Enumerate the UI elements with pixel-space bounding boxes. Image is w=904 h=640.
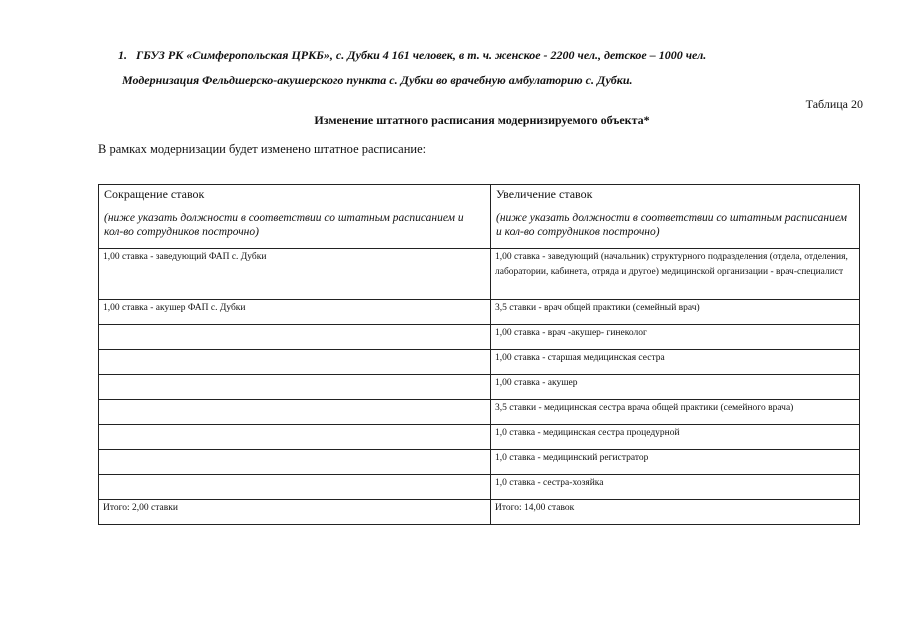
table-row xyxy=(99,350,860,375)
header-increase xyxy=(491,185,860,249)
increase-cell: 1,0 ставка - медицинская сестра процедурной xyxy=(491,425,860,450)
header-increase-hint: (ниже указать должности в соответствии со штатным расписанием и кол-во сотрудников построчно) xyxy=(496,212,848,238)
increase-cell: 1,0 ставка - медицинский регистратор xyxy=(491,450,860,475)
increase-cell: 1,00 ставка - старшая медицинская сестра xyxy=(491,350,860,375)
table-row xyxy=(99,475,860,500)
table-row xyxy=(99,425,860,450)
table-title: Изменение штатного расписания модернизируемого объекта* xyxy=(314,113,650,127)
reduction-total: Итого: 2,00 ставки xyxy=(99,500,491,525)
reduction-cell xyxy=(99,375,491,400)
table-number: Таблица 20 xyxy=(805,97,863,111)
increase-cell: 1,00 ставка - акушер xyxy=(491,375,860,400)
reduction-cell xyxy=(99,350,491,375)
reduction-cell xyxy=(99,425,491,450)
reduction-cell xyxy=(99,400,491,425)
table-row xyxy=(99,450,860,475)
reduction-cell xyxy=(99,325,491,350)
header-reduction xyxy=(99,185,491,249)
header-increase-title: Увеличение ставок xyxy=(496,187,593,201)
header-reduction-title: Сокращение ставок xyxy=(104,187,205,201)
table-row xyxy=(99,400,860,425)
staffing-table xyxy=(98,184,860,525)
org-heading xyxy=(118,48,706,63)
increase-cell: 3,5 ставки - врач общей практики (семейный врач) xyxy=(491,300,860,325)
project-heading: Модернизация Фельдшерско-акушерского пункта с. Дубки во врачебную амбулаторию с. Дубки. xyxy=(122,73,633,87)
table-header-row xyxy=(99,185,860,249)
increase-cell: 1,00 ставка - заведующий (начальник) структурного подразделения (отдела, отделения, лаборатории, кабинета, отряда и другое) медицинской организации - врач-специалист xyxy=(491,249,860,300)
increase-cell: 1,0 ставка - сестра-хозяйка xyxy=(491,475,860,500)
intro-text: В рамках модернизации будет изменено штатное расписание: xyxy=(98,142,427,156)
header-reduction-hint: (ниже указать должности в соответствии со штатным расписанием и кол-во сотрудников построчно) xyxy=(104,212,464,238)
table-row xyxy=(99,375,860,400)
increase-cell: 3,5 ставки - медицинская сестра врача общей практики (семейного врача) xyxy=(491,400,860,425)
table-row xyxy=(99,325,860,350)
table-row xyxy=(99,249,860,300)
reduction-cell: 1,00 ставка - заведующий ФАП с. Дубки xyxy=(99,249,491,300)
table-row xyxy=(99,300,860,325)
reduction-cell: 1,00 ставка - акушер ФАП с. Дубки xyxy=(99,300,491,325)
reduction-cell xyxy=(99,450,491,475)
org-heading-text: ГБУЗ РК «Симферопольская ЦРКБ», с. Дубки 4 161 человек, в т. ч. женское - 2200 чел., детское – 1000 чел. xyxy=(136,48,707,62)
section-number: 1. xyxy=(118,48,127,62)
increase-cell: 1,00 ставка - врач -акушер- гинеколог xyxy=(491,325,860,350)
reduction-cell xyxy=(99,475,491,500)
table-total-row xyxy=(99,500,860,525)
increase-total: Итого: 14,00 ставок xyxy=(491,500,860,525)
